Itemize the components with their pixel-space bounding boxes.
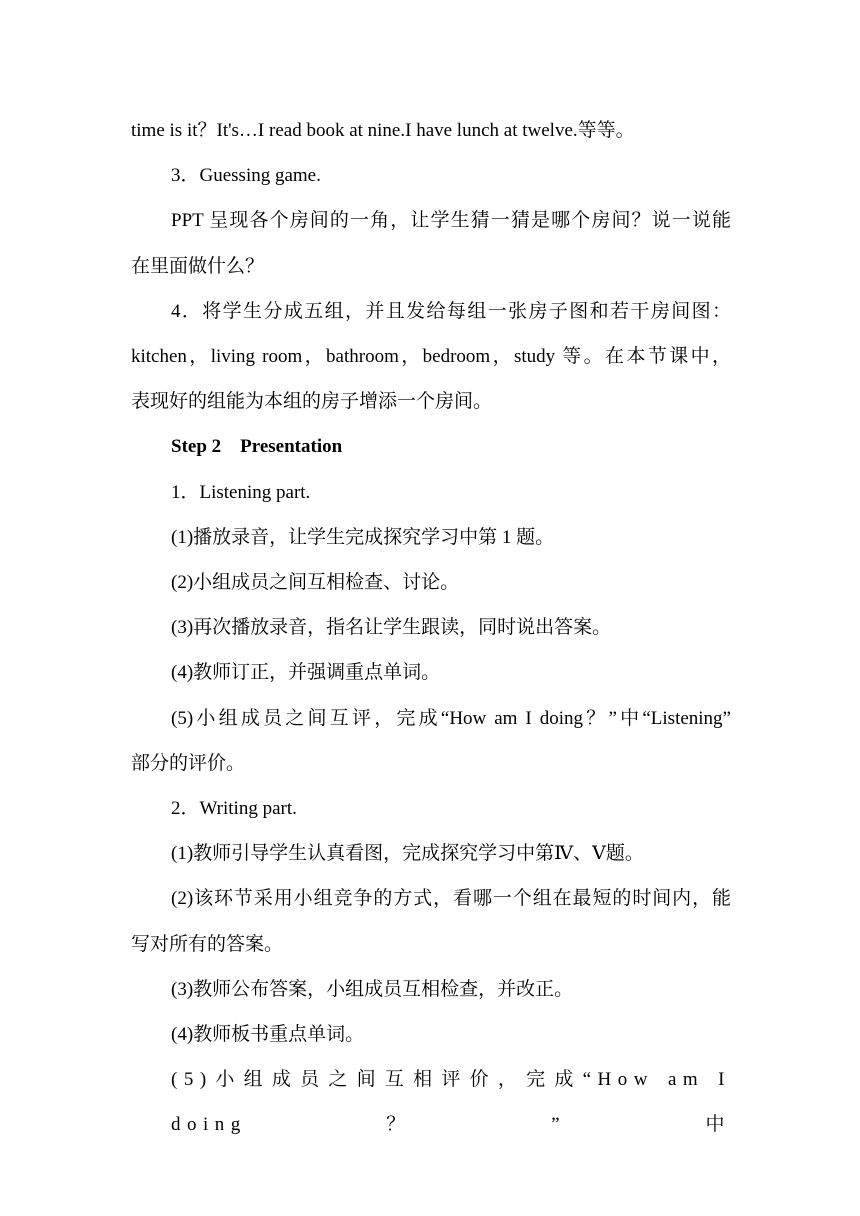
text-line: (3)教师公布答案，小组成员互相检查，并改正。 <box>171 978 574 1000</box>
text-line: (4)教师板书重点单词。 <box>171 1024 365 1046</box>
text-line: (5)小组成员之间互评，完成“How am I doing？”中“Listening” <box>171 707 731 729</box>
list-item-heading: 3．Guessing game. <box>171 165 321 187</box>
text-line: (2)小组成员之间互相检查、讨论。 <box>171 572 460 594</box>
text-line: (1)播放录音，让学生完成探究学习中第 1 题。 <box>171 526 555 548</box>
text-line: (1)教师引导学生认真看图，完成探究学习中第Ⅳ、Ⅴ题。 <box>171 843 644 865</box>
list-item-heading: 1．Listening part. <box>171 481 311 503</box>
text-line: 部分的评价。 <box>131 752 246 774</box>
text-line: kitchen，living room，bathroom，bedroom，study 等。在本节课中， <box>131 346 731 368</box>
text-line: 写对所有的答案。 <box>131 933 284 955</box>
list-item-heading: 2．Writing part. <box>171 798 297 820</box>
section-heading: Step 2 Presentation <box>171 436 343 458</box>
text-line: (4)教师订正，并强调重点单词。 <box>171 662 441 684</box>
text-line: 在里面做什么？ <box>131 255 265 277</box>
text-line: (2)该环节采用小组竞争的方式，看哪一个组在最短的时间内，能 <box>171 888 731 910</box>
text-line: 表现好的组能为本组的房子增添一个房间。 <box>131 391 493 413</box>
document-body <box>131 108 731 1148</box>
text-line: time is it？It's…I read book at nine.I have lunch at twelve.等等。 <box>131 120 635 141</box>
text-line: (3)再次播放录音，指名让学生跟读，同时说出答案。 <box>171 617 612 639</box>
text-line: (5)小组成员之间互相评价，完成“How am I doing？”中 <box>171 1069 731 1136</box>
text-line: PPT 呈现各个房间的一角，让学生猜一猜是哪个房间？说一说能 <box>171 210 731 232</box>
text-line: 4．将学生分成五组，并且发给每组一张房子图和若干房间图： <box>171 300 731 322</box>
